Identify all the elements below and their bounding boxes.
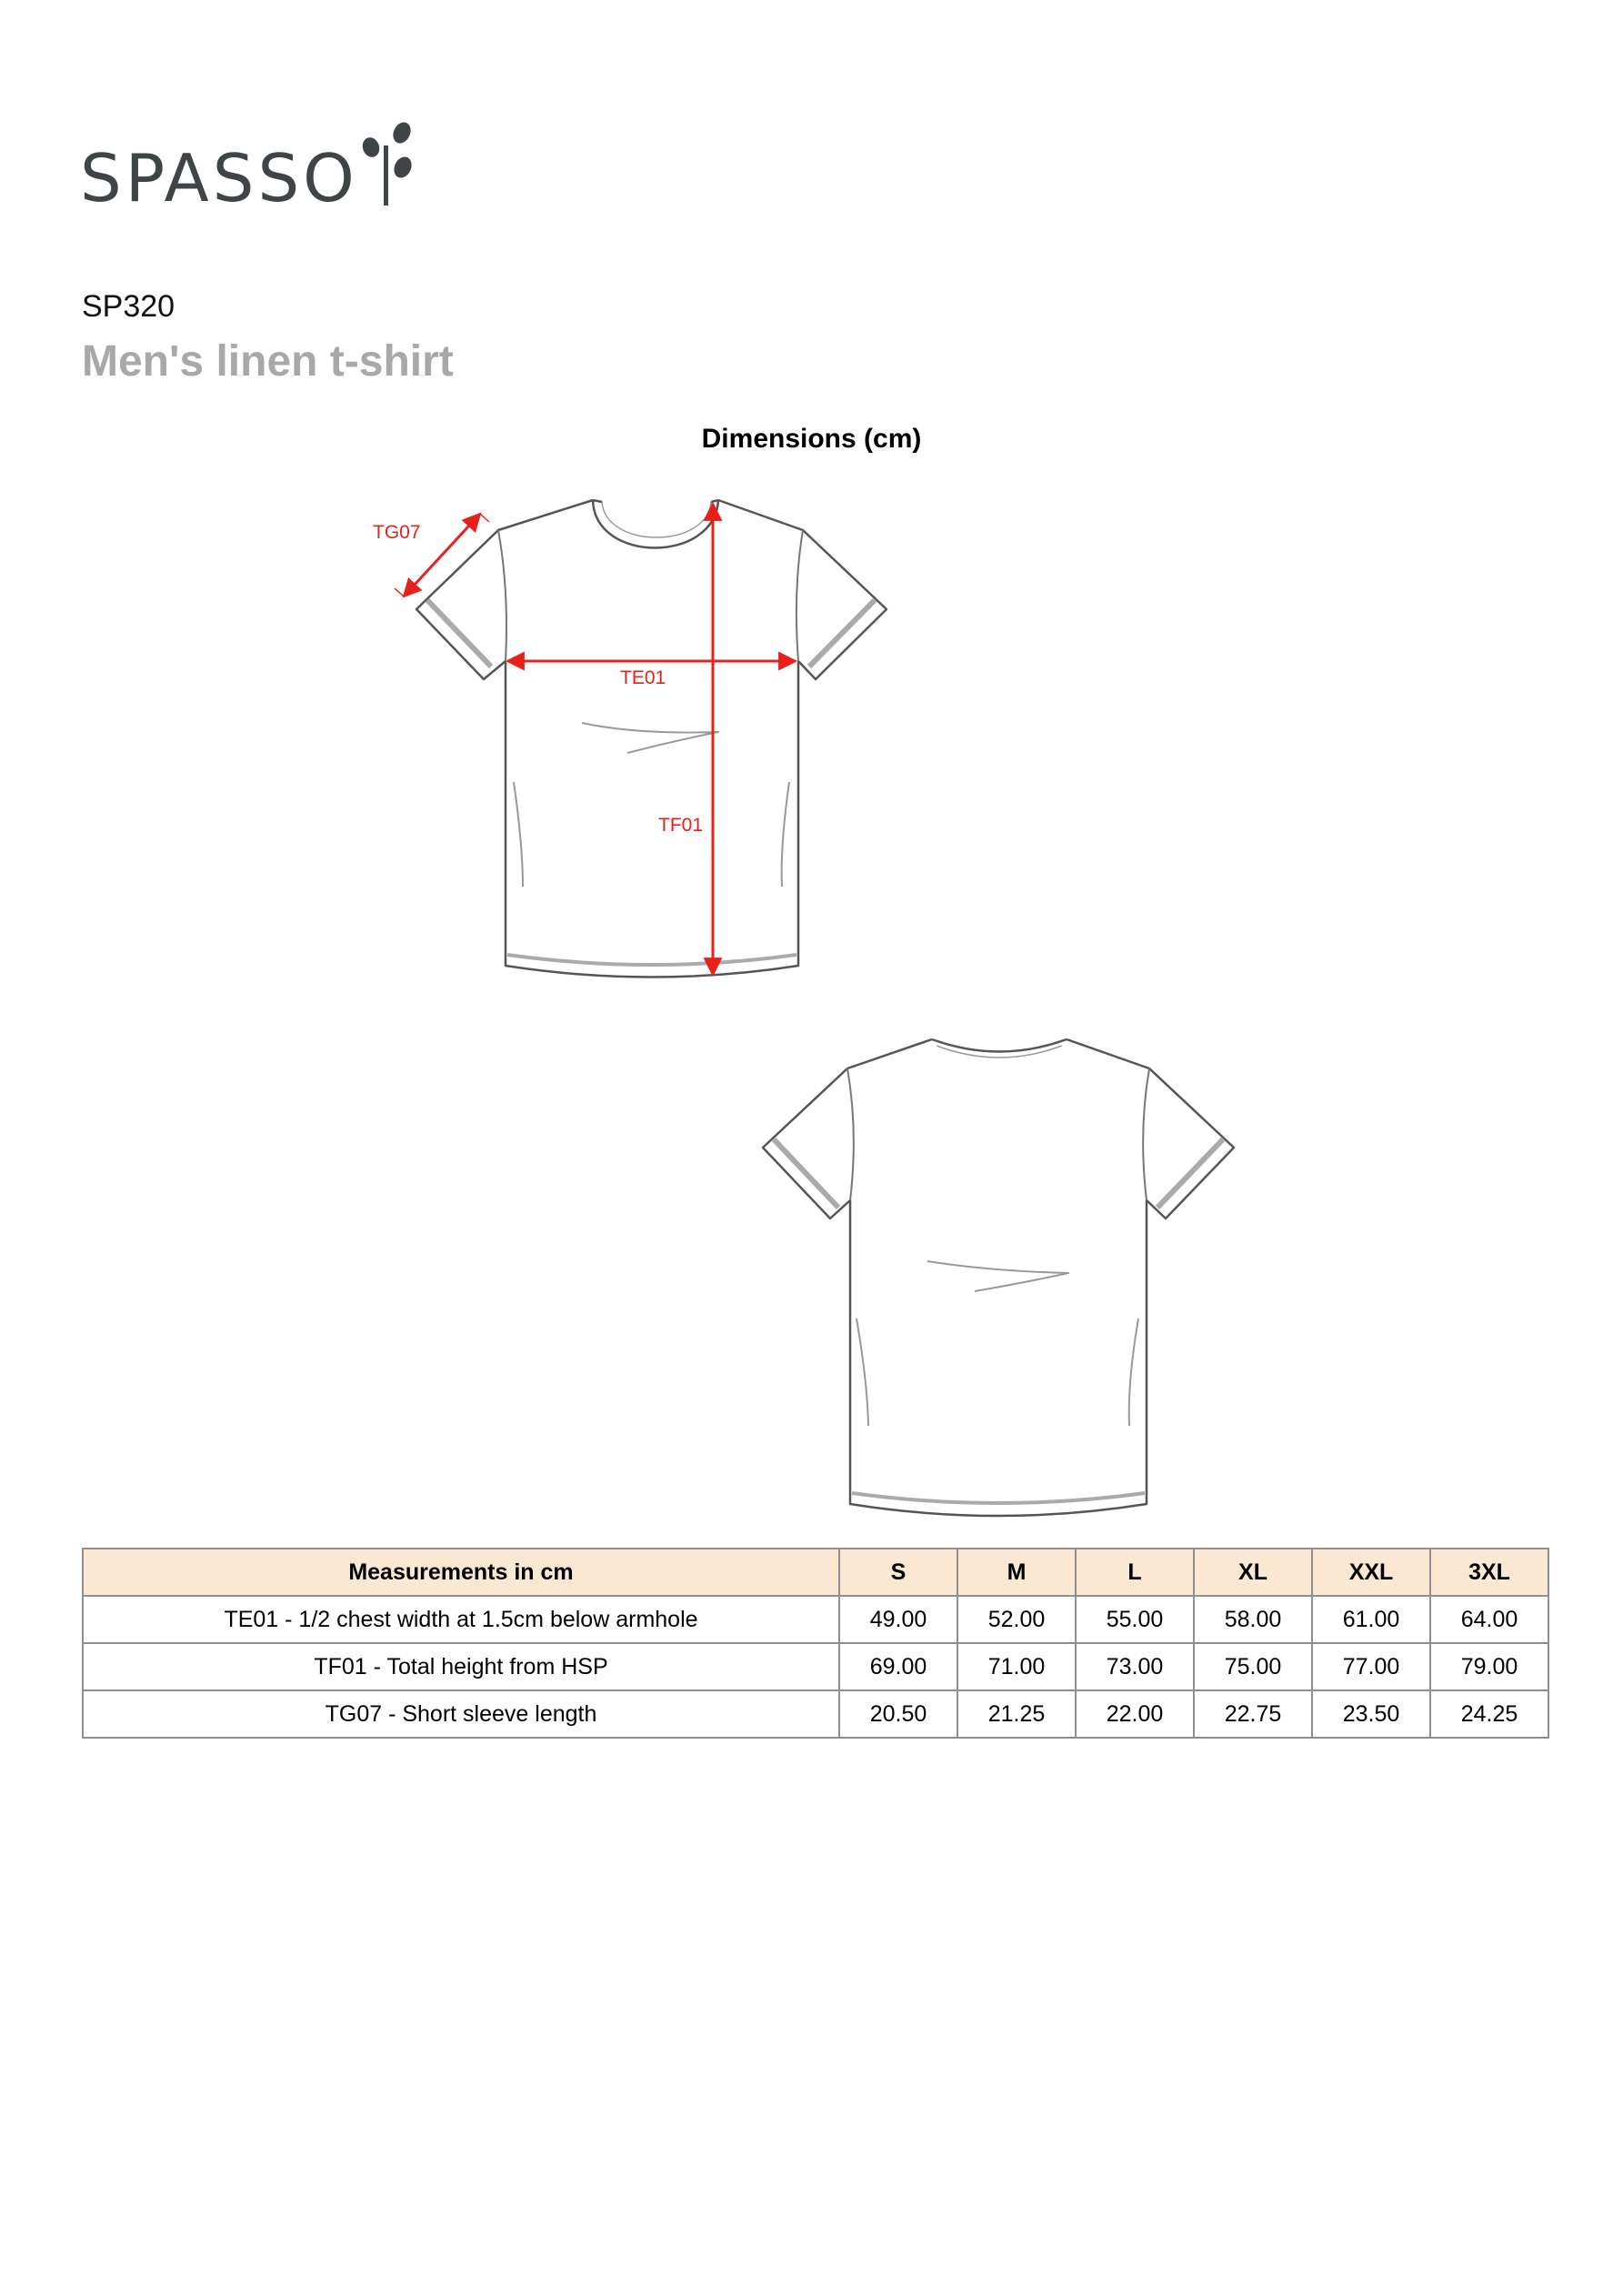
cell-value: 21.25 bbox=[957, 1690, 1076, 1738]
cell-value: 49.00 bbox=[839, 1596, 957, 1643]
header-size-3xl: 3XL bbox=[1430, 1549, 1548, 1596]
cell-value: 58.00 bbox=[1194, 1596, 1312, 1643]
row-label: TE01 - 1/2 chest width at 1.5cm below armhole bbox=[83, 1596, 839, 1643]
cell-value: 22.00 bbox=[1076, 1690, 1194, 1738]
cell-value: 52.00 bbox=[957, 1596, 1076, 1643]
cell-value: 64.00 bbox=[1430, 1596, 1548, 1643]
cell-value: 71.00 bbox=[957, 1643, 1076, 1690]
dimensions-heading: Dimensions (cm) bbox=[701, 424, 922, 454]
table-row bbox=[83, 1690, 1548, 1738]
cell-value: 79.00 bbox=[1430, 1643, 1548, 1690]
cell-value: 55.00 bbox=[1076, 1596, 1194, 1643]
cell-value: 20.50 bbox=[839, 1690, 957, 1738]
chest-label: TE01 bbox=[620, 667, 666, 688]
table-header-row bbox=[83, 1549, 1548, 1596]
measurements-table bbox=[82, 1548, 1549, 1739]
product-title: Men's linen t-shirt bbox=[82, 337, 454, 386]
sleeve-label: TG07 bbox=[373, 522, 421, 543]
row-label: TF01 - Total height from HSP bbox=[83, 1643, 839, 1690]
cell-value: 69.00 bbox=[839, 1643, 957, 1690]
header-size-m: M bbox=[957, 1549, 1076, 1596]
header-size-s: S bbox=[839, 1549, 957, 1596]
header-size-xxl: XXL bbox=[1312, 1549, 1430, 1596]
cell-value: 77.00 bbox=[1312, 1643, 1430, 1690]
product-code: SP320 bbox=[82, 289, 175, 324]
header-size-l: L bbox=[1076, 1549, 1194, 1596]
cell-value: 24.25 bbox=[1430, 1690, 1548, 1738]
header-size-xl: XL bbox=[1194, 1549, 1312, 1596]
row-label: TG07 - Short sleeve length bbox=[83, 1690, 839, 1738]
height-label: TF01 bbox=[658, 815, 704, 836]
table-row bbox=[83, 1643, 1548, 1690]
back-tshirt bbox=[763, 1039, 1234, 1516]
brand-name: SPASSO bbox=[80, 140, 358, 216]
measurement-arrows bbox=[395, 504, 796, 975]
cell-value: 22.75 bbox=[1194, 1690, 1312, 1738]
table-row bbox=[83, 1596, 1548, 1643]
cell-value: 61.00 bbox=[1312, 1596, 1430, 1643]
cell-value: 73.00 bbox=[1076, 1643, 1194, 1690]
header-measurement: Measurements in cm bbox=[83, 1549, 839, 1596]
cell-value: 23.50 bbox=[1312, 1690, 1430, 1738]
cell-value: 75.00 bbox=[1194, 1643, 1312, 1690]
front-tshirt bbox=[416, 500, 887, 978]
